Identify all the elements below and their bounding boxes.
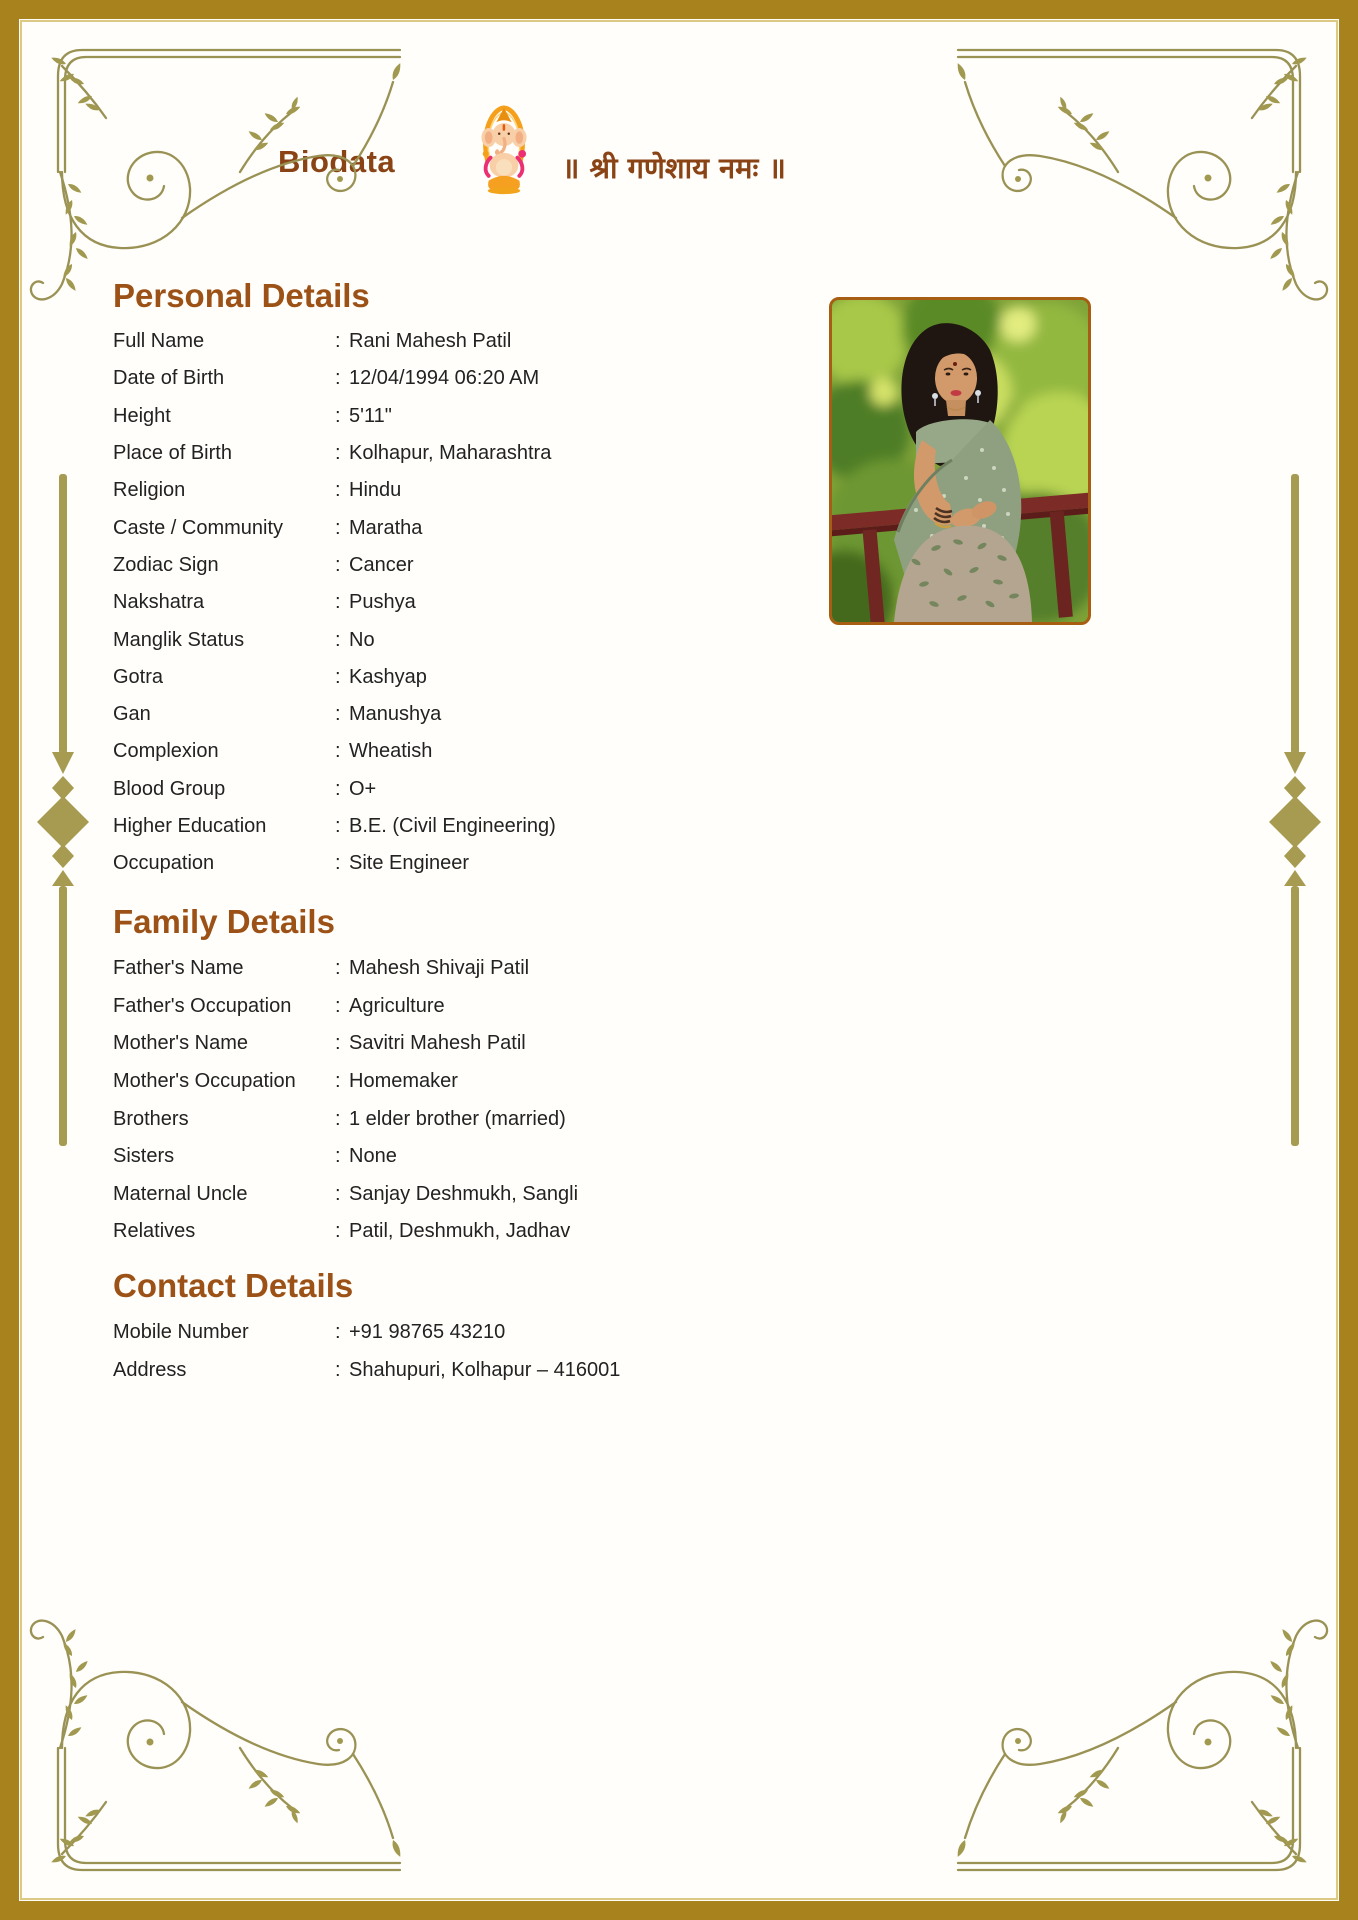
bride-photo-image [832, 300, 1088, 622]
colon-separator: : [335, 1145, 341, 1168]
field-label: Complexion [113, 740, 219, 763]
mantra-text: ॥ श्री गणेशाय नमः ॥ [562, 151, 786, 185]
detail-row [113, 547, 873, 584]
vine-flourish-icon [22, 1613, 402, 1898]
field-value: Kolhapur, Maharashtra [349, 442, 552, 465]
colon-separator: : [335, 591, 341, 614]
bride-photo [829, 297, 1091, 625]
field-label: Higher Education [113, 815, 267, 837]
field-label: Caste / Community [113, 516, 284, 539]
field-value: Agriculture [349, 994, 445, 1017]
detail-row [113, 988, 873, 1026]
detail-row [113, 950, 873, 988]
field-label: Zodiac Sign [113, 553, 219, 576]
colon-separator: : [335, 442, 341, 465]
colon-separator: : [335, 1032, 341, 1055]
field-label: Religion [113, 479, 186, 502]
detail-row [113, 696, 873, 733]
field-value: Mahesh Shivaji Patil [349, 957, 530, 980]
field-value: B.E. (Civil Engineering) [349, 815, 556, 837]
contact-details-heading: Contact Details [113, 1267, 354, 1304]
colon-separator: : [335, 703, 341, 726]
detail-row [113, 472, 873, 509]
colon-separator: : [335, 367, 341, 390]
colon-separator: : [335, 1220, 341, 1243]
family-details-heading: Family Details [113, 903, 335, 940]
vine-flourish-icon [956, 1613, 1336, 1898]
field-value: Rani Mahesh Patil [349, 330, 512, 353]
colon-separator: : [335, 516, 341, 539]
detail-row [113, 621, 873, 658]
field-value: Kashyap [349, 665, 427, 688]
detail-row [113, 733, 873, 770]
colon-separator: : [335, 957, 341, 980]
field-label: Nakshatra [113, 591, 205, 614]
field-label: Gotra [113, 665, 164, 688]
colon-separator: : [335, 740, 341, 763]
field-value: O+ [349, 777, 377, 800]
field-value: None [349, 1145, 397, 1168]
field-label: Relatives [113, 1220, 196, 1243]
field-label: Sisters [113, 1145, 175, 1168]
detail-row [113, 1100, 873, 1138]
detail-row [113, 509, 873, 546]
detail-row [113, 1314, 873, 1352]
field-label: Blood Group [113, 777, 226, 800]
field-value: Savitri Mahesh Patil [349, 1032, 526, 1055]
colon-separator: : [335, 1182, 341, 1205]
field-value: Pushya [349, 591, 416, 614]
colon-separator: : [335, 330, 341, 353]
field-value: Sanjay Deshmukh, Sangli [349, 1182, 579, 1205]
detail-row [113, 1213, 873, 1251]
colon-separator: : [335, 404, 341, 427]
colon-separator: : [335, 553, 341, 576]
field-label: Gan [113, 703, 151, 726]
detail-row [113, 808, 873, 845]
field-value: 1 elder brother (married) [349, 1107, 566, 1130]
field-value: Site Engineer [349, 852, 470, 875]
field-value: Homemaker [349, 1070, 458, 1093]
field-label: Date of Birth [113, 367, 225, 390]
field-value: 12/04/1994 06:20 AM [349, 367, 540, 390]
field-label: Manglik Status [113, 628, 245, 651]
field-label: Occupation [113, 852, 215, 875]
field-value: No [349, 628, 375, 651]
field-label: Address [113, 1358, 187, 1381]
field-value: Shahupuri, Kolhapur – 416001 [349, 1358, 621, 1381]
field-value: Manushya [349, 703, 442, 726]
detail-row [113, 1063, 873, 1101]
field-label: Father's Occupation [113, 994, 292, 1017]
ganesha-icon [476, 104, 532, 196]
field-value: +91 98765 43210 [349, 1321, 506, 1344]
field-value: 5'11" [349, 404, 392, 427]
detail-row [113, 1138, 873, 1176]
colon-separator: : [335, 994, 341, 1017]
colon-separator: : [335, 1358, 341, 1381]
contact-details-rows [113, 1314, 873, 1389]
vine-flourish-icon [956, 22, 1336, 307]
field-value: Maratha [349, 516, 423, 539]
personal-details-heading: Personal Details [113, 277, 370, 314]
field-label: Brothers [113, 1107, 189, 1130]
detail-row [113, 1352, 873, 1390]
vine-flourish-icon [22, 22, 402, 307]
detail-row [113, 1176, 873, 1214]
detail-row [113, 845, 873, 882]
detail-row [113, 771, 873, 808]
field-label: Mother's Name [113, 1032, 248, 1055]
field-label: Height [113, 404, 171, 427]
colon-separator: : [335, 665, 341, 688]
detail-row [113, 360, 873, 397]
detail-row [113, 323, 873, 360]
field-value: Cancer [349, 553, 414, 576]
field-label: Place of Birth [113, 442, 232, 465]
family-details-rows [113, 950, 873, 1251]
field-value: Wheatish [349, 740, 433, 763]
colon-separator: : [335, 479, 341, 502]
colon-separator: : [335, 1070, 341, 1093]
colon-separator: : [335, 628, 341, 651]
detail-row [113, 659, 873, 696]
colon-separator: : [335, 1107, 341, 1130]
page-title: Biodata [278, 144, 396, 179]
field-label: Mother's Occupation [113, 1070, 296, 1093]
colon-separator: : [335, 777, 341, 800]
colon-separator: : [335, 852, 341, 875]
field-value: Patil, Deshmukh, Jadhav [349, 1220, 571, 1243]
field-label: Mobile Number [113, 1321, 249, 1344]
detail-row [113, 584, 873, 621]
personal-details-rows [113, 323, 873, 882]
detail-row [113, 435, 873, 472]
diamond-line-divider-icon [32, 470, 94, 1150]
field-label: Full Name [113, 330, 205, 353]
field-label: Father's Name [113, 957, 244, 980]
field-label: Maternal Uncle [113, 1182, 248, 1205]
colon-separator: : [335, 815, 341, 837]
detail-row [113, 398, 873, 435]
detail-row [113, 1025, 873, 1063]
colon-separator: : [335, 1321, 341, 1344]
diamond-line-divider-icon [1264, 470, 1326, 1150]
field-value: Hindu [349, 479, 402, 502]
